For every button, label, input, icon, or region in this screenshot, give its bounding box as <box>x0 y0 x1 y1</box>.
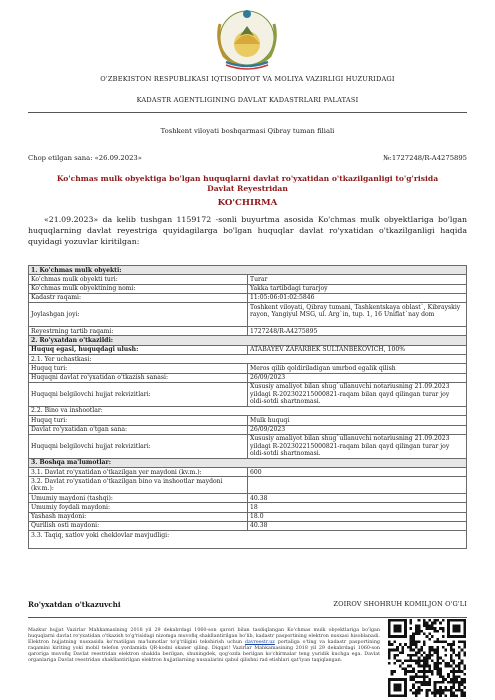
table-row: Ko'chmas mulk obyekti turi: Turar <box>29 275 467 284</box>
org-line-chamber: KADASTR AGENTLIGINING DAVLAT KADASTRLARI PALATASI <box>136 96 359 104</box>
section-object: 1. Ko'chmas mulk obyekti: <box>29 266 467 275</box>
table-row: Huquq turi: Meros qilib qoldiriladigan umrbod egalik qilish <box>29 364 467 373</box>
document-number: №:1727248/R-A4275895 <box>383 154 467 162</box>
intro-paragraph: «21.09.2023» da kelib tushgan 1159172 -sonli buyurtma asosida Ko'chmas mulk obyektlariga bo'lgan huquqlarning davlat reyestriga quyidagilarga bo'lgan huquqlar davlat ro'yxatidan o'tkazilganligi haqida quyidagi yozuvlar kiritilgan: <box>28 215 467 246</box>
registry-link[interactable]: davreestr.uz <box>244 640 275 646</box>
table-row: Yashash maydoni: 18.0 <box>29 512 467 521</box>
table-row: Ko'chmas mulk obyektining nomi: Yakka tartibdagi turarjoy <box>29 284 467 293</box>
org-line-ministry: O'ZBEKISTON RESPUBLIKASI IQTISODIYOT VA MOLIYA VAZIRLIGI HUZURIDAGI <box>100 75 395 83</box>
table-row: 3.2. Davlat ro'yxatidan o'tkazilgan bino va inshootlar maydoni (kv.m.): <box>29 477 467 494</box>
section-registered: 2. Ro'yxatdan o'tkazildi: <box>29 336 467 345</box>
restrictions-row: 3.3. Taqiq, xatlov yoki cheklovlar mavjudligi: <box>29 531 467 549</box>
table-row: Qurilish osti maydoni: 40.38 <box>29 521 467 530</box>
cadastre-number: 11:05:06:01:02:5846 <box>248 293 467 302</box>
registrar-name: ZOIROV SHOHRUH KOMILJON O'G'LI <box>333 600 467 608</box>
table-row <box>29 355 467 364</box>
state-emblem-icon <box>210 4 284 70</box>
table-row: 3.1. Davlat ro'yxatidan o'tkazilgan yer maydoni (kv.m.): 600 <box>29 468 467 477</box>
table-row: Reyestrning tartib raqami: 1727248/R-A4275895 <box>29 327 467 336</box>
location-address: Toshkent viloyati, Qibray tumani, Tashkentskaya oblast`, Kibrayskiy rayon, Yangiyul MSG, ul. Arg`in, tup. 1, 16 Uniflat`nay dom <box>248 303 467 327</box>
document-title: Ko'chmas mulk obyektiga bo'lgan huquqlarni davlat ro'yxatidan o'tkazilganligi to'g'risida Davlat Reyestridan <box>56 174 439 193</box>
owner-name: ATABAYEV ZAFARBEK SULTANBEKOVICH, 100% <box>248 345 467 354</box>
issued-date: Chop etilgan sana: «26.09.2023» <box>28 154 142 162</box>
table-row: Joylashgan joyi: Toshkent viloyati, Qibray tumani, Tashkentskaya oblast`, Kibrayskiy rayon, Yangiyul MSG, ul. Arg`in, tup. 1, 16 Uniflat`nay dom <box>29 303 467 327</box>
table-row: Huquqni davlat ro'yxatidan o'tkazish sanasi: 26/09/2023 <box>29 373 467 382</box>
legal-footer: Mazkur hujjat Vazirlar Mahkamasining 2018 yil 29 dekabrdagi 1060-son qarori bilan tasdiqlangan Ko'chmas mulk obyektlariga bo'lgan huquqlarni davlat ro'yxatidan o'tkazish to'g'risidagi nizomga muvofiq shakllantirilgan bo'lib, kadastr pasportining elektron nusxasi hisoblanadi. Elektron hujjatning nusxasida ko'rsatilgan ma'lumotlar to'g'riligini tekshirish uchun davreestr.uz portaliga o'ting va kadastr pasportining raqamini kiriting yoki mobil telefon yordamida QR-kodni skaner qiling. Diqqat! Vazirlar Mahkamasining 2018 yil 29 dekabrdagi 1060-son qaroriga muvofiq Davlat reestridan elektron shaklda berilgan, shuningdek, qog'ozda berilgan ko'chirmalar teng yuridik kuchga ega. Davlat organlariga Davlat reestridan shakllantirilgan elektron hujjatlarning nusxalarini qabul qilishni rad etishlari qat'iyan taqiqlangan. <box>28 628 380 664</box>
registrar-label: Ro'yxatdan o'tkazuvchi <box>28 600 121 609</box>
header-divider <box>28 112 467 113</box>
document-subtitle: KO'CHIRMA <box>217 198 278 208</box>
footer-divider <box>28 617 467 618</box>
table-row: Huquqni belgilovchi hujjat rekvizitlari: Xususiy amaliyot bilan shug`ullanuvchi notariusning 21.09.2023 yildagi R-202302215000821-raqam bilan qayd qilingan turar joy oldi-sotdi shartnomasi. <box>29 382 467 406</box>
subsection-buildings: 2.2. Bino va inshootlar: <box>29 406 467 415</box>
subsection-land: 2.1. Yer uchastkasi: <box>29 355 467 364</box>
table-row <box>29 406 467 415</box>
table-row: Huquq egasi, huquqdagi ulush: ATABAYEV ZAFARBEK SULTANBEKOVICH, 100% <box>29 345 467 354</box>
registry-table <box>28 265 467 549</box>
table-row: Kadastr raqami: 11:05:06:01:02:5846 <box>29 293 467 302</box>
table-row <box>29 531 467 549</box>
table-row: Huquq turi: Mulk huquqi <box>29 416 467 425</box>
table-row: Huquqni belgilovchi hujjat rekvizitlari: Xususiy amaliyot bilan shug`ullanuvchi notariusning 21.09.2023 yildagi R-202302215000821-raqam bilan qayd qilingan turar joy oldi-sotdi shartnomasi. <box>29 434 467 458</box>
table-row: Umumiy maydoni (tashqi): 40.38 <box>29 494 467 503</box>
table-row: Davlat ro'yxatidan o'tgan sana: 26/09/2023 <box>29 425 467 434</box>
qr-code-icon <box>388 619 466 697</box>
branch-name: Toshkent viloyati boshqarmasi Qibray tuman filiali <box>160 127 335 135</box>
section-other: 3. Boshqa ma'lumotlar: <box>29 458 467 467</box>
table-row: Umumiy foydali maydoni: 18 <box>29 503 467 512</box>
